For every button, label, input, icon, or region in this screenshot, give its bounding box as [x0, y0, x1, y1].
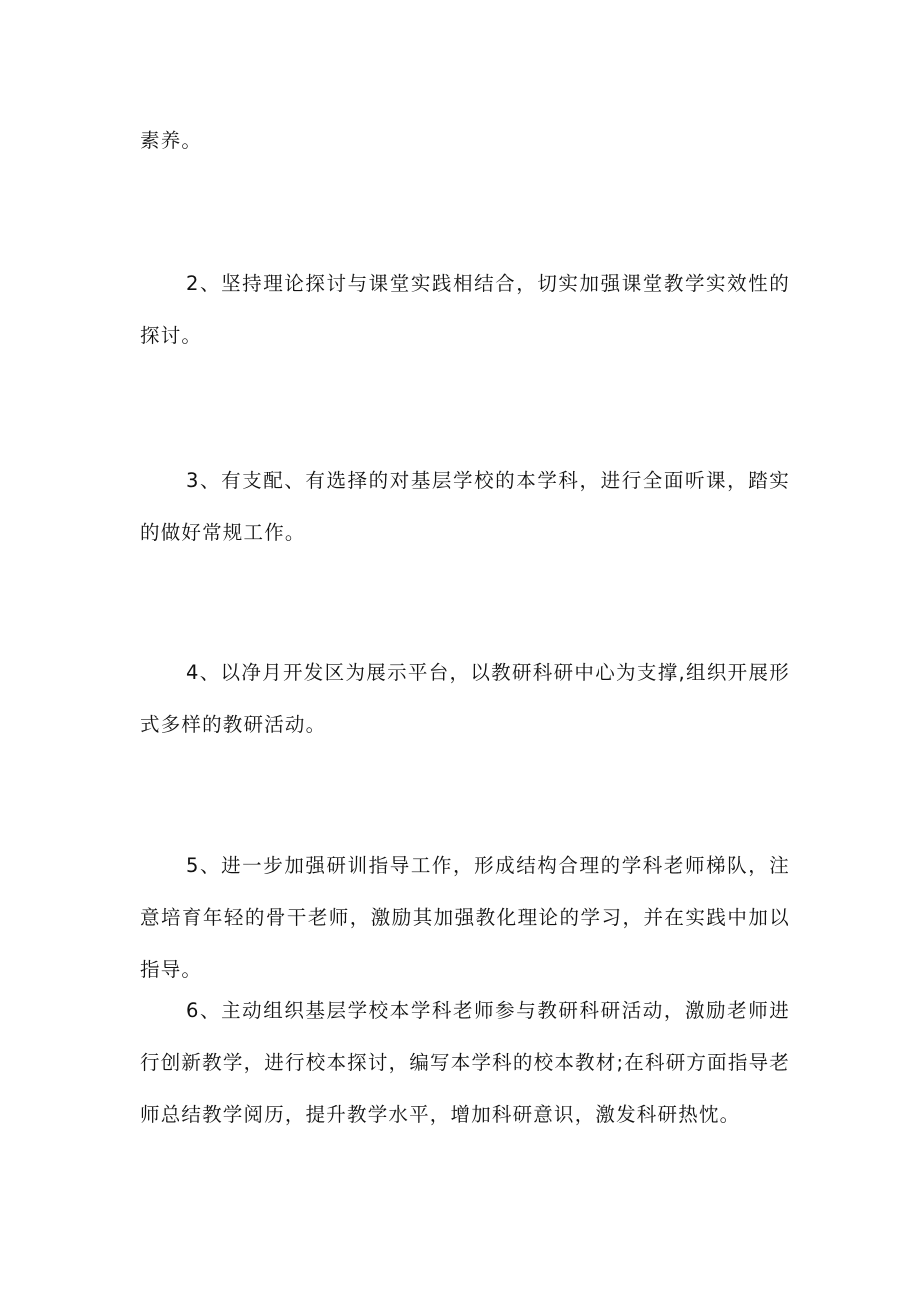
paragraph-item-2: 2、坚持理论探讨与课堂实践相结合，切实加强课堂教学实效性的探讨。 [140, 272, 790, 347]
paragraph-item-5: 5、进一步加强研训指导工作，形成结构合理的学科老师梯队，注意培育年轻的骨干老师，激励其加强教化理论的学习，并在实践中加以指导。 [140, 854, 790, 981]
paragraph-item-4: 4、以净月开发区为展示平台，以教研科研中心为支撑,组织开展形式多样的教研活动。 [140, 661, 790, 736]
paragraph-item-6: 6、主动组织基层学校本学科老师参与教研科研活动，激励老师进行创新教学，进行校本探讨，编写本学科的校本教材;在科研方面指导老师总结教学阅历，提升教学水平，增加科研意识，激发科研热忱。 [140, 999, 790, 1126]
paragraph-item-3: 3、有支配、有选择的对基层学校的本学科，进行全面听课，踏实的做好常规工作。 [140, 469, 790, 544]
paragraph-continuation: 素养。 [140, 129, 203, 152]
